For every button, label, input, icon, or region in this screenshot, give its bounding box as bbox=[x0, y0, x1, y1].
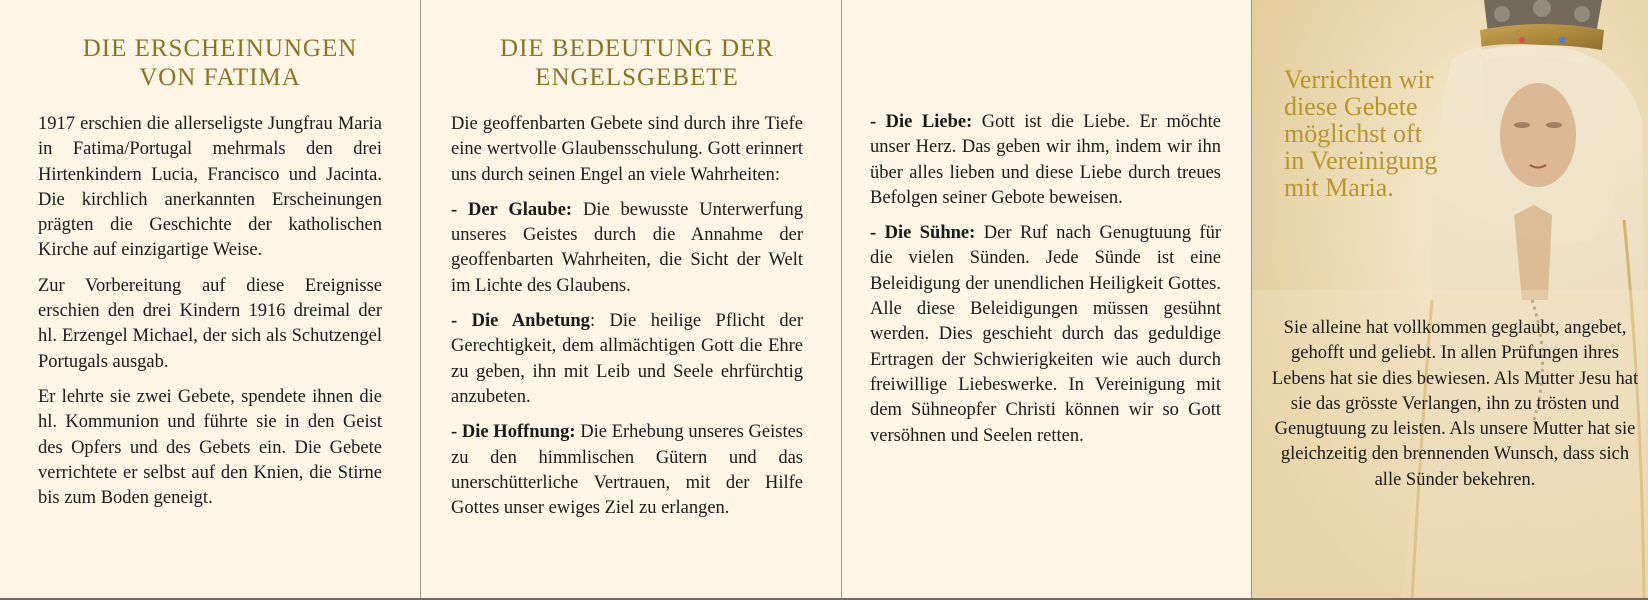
panel-liebe-suehne bbox=[842, 0, 1252, 600]
panel-title bbox=[451, 34, 803, 92]
intro-paragraph: Die geoffenbarten Gebete sind durch ihre Tiefe eine wertvolle Glaubensschulung. Gott erinnert uns durch seinen Engel an viele Wahrheiten: bbox=[451, 114, 803, 185]
paragraph: 1917 erschien die allerseligste Jungfrau Maria in Fatima/Portugal mehrmals den drei Hirtenkindern Lucia, Francisco und Jacinta. Die kirchlich anerkannten Erscheinungen prägten die Geschichte der katholischen Kirche auf einzigartige Weise. bbox=[38, 114, 382, 261]
item-term: - Die Sühne: bbox=[870, 223, 976, 244]
item-text: Die Erhebung unseres Geistes zu den himmlischen Gütern und das unerschütterliche Vertrauen, mit der Hilfe Gottes unser ewiges Ziel zu erlangen. bbox=[451, 422, 803, 519]
item-term: - Der Glaube: bbox=[451, 199, 573, 220]
title-line: DIE BEDEUTUNG DER bbox=[500, 35, 774, 62]
item-text: Die bewusste Unterwerfung unseres Geistes durch die Annahme der geoffenbarten Wahrheiten, die Sicht der Welt im Lichte des Glaubens. bbox=[451, 199, 804, 296]
title-line: ENGELSGEBETE bbox=[535, 64, 739, 91]
list-item bbox=[451, 420, 803, 521]
item-term: - Die Liebe: bbox=[870, 112, 973, 132]
list-item bbox=[870, 110, 1221, 211]
quote-line: mit Maria. bbox=[1284, 173, 1394, 202]
title-line: DIE ERSCHEINUNGEN bbox=[82, 35, 358, 62]
paragraph: Zur Vorbereitung auf diese Ereignisse erschien den drei Kindern 1916 dreimal der hl. Erzengel Michael, der sich als Schutzengel Portugals ausgab. bbox=[38, 275, 382, 372]
item-term: - Die Anbetung bbox=[451, 311, 590, 332]
panel-maria bbox=[1252, 0, 1648, 600]
panel-erscheinungen bbox=[0, 0, 421, 600]
panel-title bbox=[38, 34, 382, 92]
title-line: VON FATIMA bbox=[139, 64, 301, 91]
list-item bbox=[451, 309, 803, 410]
item-text: : Die heilige Pflicht der Gerechtigkeit, dem allmächtigen Gott die Ehre zu geben, ihn mit Leib und Seele ehrfürchtig anzubeten. bbox=[451, 311, 803, 407]
crown bbox=[1480, 0, 1604, 50]
quote-text bbox=[1284, 66, 1474, 201]
item-text: Der Ruf nach Genugtuung für die vielen Sünden. Jede Sünde ist eine Beleidigung der unendlichen Heiligkeit Gottes. Alle diese Beleidigungen müssen gesühnt werden. Dies geschieht durch das geduldige Ertragen der Schwierigkeiten wie auch durch freiwillige Liebeswerke. In Vereinigung mit dem Sühneopfer Christi können wir so Gott versöhnen und Seelen retten. bbox=[870, 223, 1222, 446]
list-item bbox=[451, 198, 803, 299]
item-text: Gott ist die Liebe. Er möchte unser Herz. Das geben wir ihm, indem wir ihn über alles lieben und diese Liebe durch treues Befolgen seiner Gebote beweisen. bbox=[870, 112, 1221, 208]
list-item bbox=[870, 221, 1221, 449]
panel-bedeutung bbox=[421, 0, 842, 600]
quote-line: möglichst oft bbox=[1284, 119, 1422, 148]
quote-line: Verrichten wir bbox=[1284, 65, 1434, 94]
quote-line: in Vereinigung bbox=[1284, 146, 1438, 175]
caption-text: Sie alleine hat vollkommen geglaubt, angebet, gehofft und geliebt. In allen Prüfungen ihres Lebens hat sie dies bewiesen. Als Mutter Jesu hat sie das grösste Verlangen, ihn zu trösten und Genugtuung zu leisten. Als unsere Mutter hat sie gleichzeitig den brennenden Wunsch, dass sich alle Sünder bekehren. bbox=[1271, 318, 1639, 490]
item-term: - Die Hoffnung: bbox=[451, 422, 576, 443]
quote-line: diese Gebete bbox=[1284, 92, 1418, 121]
paragraph: Er lehrte sie zwei Gebete, spendete ihnen die hl. Kommunion und führte sie in den Geist des Opfers und des Gebets ein. Die Gebete verrichtete er selbst auf den Knien, die Stirne bis zum Boden geneigt. bbox=[38, 386, 382, 509]
